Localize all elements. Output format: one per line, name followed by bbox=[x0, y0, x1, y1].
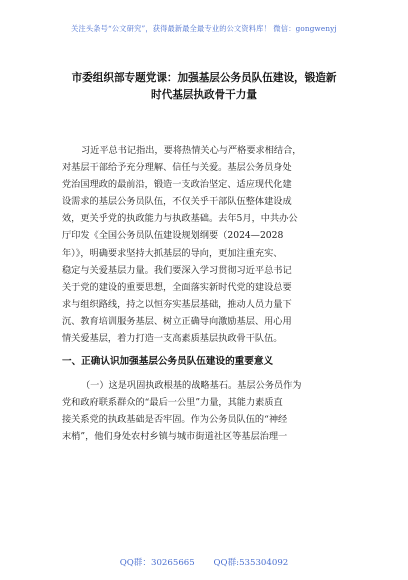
text-line: 对基层干部给予充分理解、信任与关爱。基层公务员身处 bbox=[62, 162, 292, 174]
text-line: 稳定与关爱基层力量。我们要深入学习贯彻习近平总书记 bbox=[62, 264, 292, 276]
section-heading: 一、正确认识加强基层公务员队伍建设的重要意义 bbox=[62, 356, 274, 367]
text-line: （一）这是巩固执政根基的战略基石。基层公务员作为 bbox=[81, 380, 302, 391]
qq-group-2: QQ群:535304092 bbox=[213, 558, 289, 568]
text-line: 接关系党的执政基础是否牢固。作为公务员队伍的“神经 bbox=[62, 414, 288, 426]
header-banner: 关注头条号“公文研究”，获得最新最全最专业的公文资料库！ 微信：gongwenyj bbox=[71, 24, 337, 33]
text-line: 党和政府联系群众的“最后一公里”力量，其能力素质直 bbox=[62, 397, 283, 409]
paragraph-intro bbox=[62, 142, 352, 347]
text-line: 情关爱基层，着力打造一支高素质基层执政骨干队伍。 bbox=[62, 333, 283, 345]
document-title bbox=[40, 70, 368, 104]
footer-contact bbox=[0, 556, 408, 568]
text-line: 设需求的基层公务员队伍，不仅关乎干部队伍整体建设成 bbox=[62, 196, 292, 208]
text-line: 末梢”，他们身处农村乡镇与城市街道社区等基层治理一 bbox=[62, 431, 288, 443]
text-line: 效，更关乎党的执政能力与执政基础。去年5月，中共办公 bbox=[62, 213, 298, 225]
text-line: 关于党的建设的重要思想，全面落实新时代党的建设总要 bbox=[62, 281, 292, 293]
title-line: 市委组织部专题党课：加强基层公务员队伍建设，锻造新 bbox=[71, 72, 337, 84]
text-line: 党治国理政的最前沿，锻造一支政治坚定、适应现代化建 bbox=[62, 179, 292, 191]
qq-group-1: QQ群：30265665 bbox=[119, 558, 195, 568]
paragraph-section-1 bbox=[62, 377, 352, 445]
text-line: 习近平总书记指出，要将热情关心与严格要求相结合， bbox=[81, 145, 302, 156]
text-line: 年）》，明确要求坚持大抓基层的导向，更加注重充实、 bbox=[62, 247, 283, 259]
text-line: 厅印发《全国公务员队伍建设规划纲要（2024—2028 bbox=[62, 230, 284, 242]
title-line: 时代基层执政骨干力量 bbox=[151, 89, 257, 101]
text-line: 沉、教育培训服务基层、树立正确导向激励基层、用心用 bbox=[62, 315, 292, 327]
text-line: 求与组织路线，持之以恒夯实基层基础，推动人员力量下 bbox=[62, 298, 292, 310]
